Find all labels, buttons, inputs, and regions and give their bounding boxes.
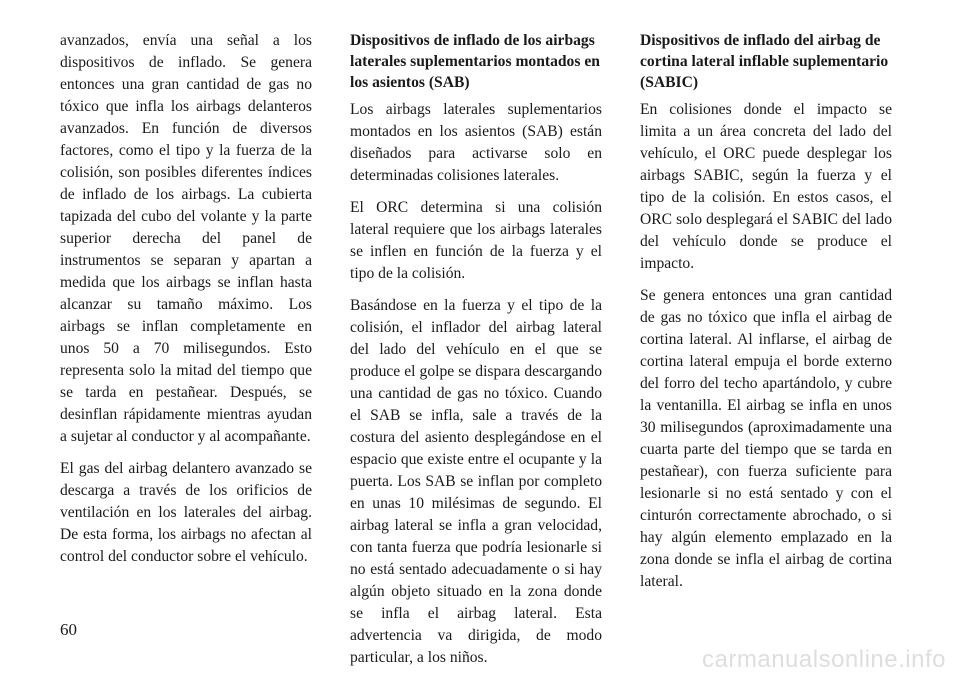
column-right	[640, 30, 892, 603]
section-heading-sab: Dispositivos de inflado de los airbags laterales suplementarios montados en los asientos (SAB)	[350, 32, 600, 91]
column-left	[60, 30, 312, 578]
watermark: carmanualsonline.info	[702, 646, 946, 673]
body-paragraph: Basándose en la fuerza y el tipo de la colisión, el inflador del airbag lateral del lado del vehículo en el que se produce el golpe se dispara descargando una cantidad de gas no tóxico. Cuando el SAB se infla, sale a través de la costura del asiento desplegándose en el espacio que existe entre el ocupante y la puerta. Los SAB se inflan por completo en unas 10 milésimas de segundo. El airbag lateral se infla a gran velocidad, con tanta fuerza que podría lesionarle si no está sentado adecuadamente o si hay algún objeto situado en la zona donde se infla el airbag lateral. Esta advertencia va dirigida, de modo particular, a los niños.	[350, 297, 602, 666]
body-paragraph: El ORC determina si una colisión lateral requiere que los airbags laterales se inflen en función de la fuerza y el tipo de la colisión.	[350, 199, 602, 282]
section-heading-sabic: Dispositivos de inflado del airbag de cortina lateral inflable suplementario (SABIC)	[640, 32, 889, 91]
body-paragraph: Se genera entonces una gran cantidad de gas no tóxico que infla el airbag de cortina lateral. Al inflarse, el airbag de cortina lateral empuja el borde externo del forro del techo apartándolo, y cubre la ventanilla. El airbag se infla en unos 30 milisegundos (aproximadamente una cuarta parte del tiempo que se tarda en pestañear), con fuerza suficiente para lesionarle si no está sentado y con el cinturón correctamente abrochado, o si hay algún elemento emplazado en la zona donde se infla el airbag de cortina lateral.	[640, 287, 892, 590]
page-number: 60	[60, 620, 77, 639]
body-paragraph: El gas del airbag delantero avanzado se descarga a través de los orificios de ventilación en los laterales del airbag. De esta forma, los airbags no afectan al control del conductor sobre el vehículo.	[60, 460, 312, 565]
body-paragraph: En colisiones donde el impacto se limita a un área concreta del lado del vehículo, el ORC puede desplegar los airbags SABIC, según la fuerza y el tipo de la colisión. En estos casos, el ORC solo desplegará el SABIC del lado del vehículo donde se produce el impacto.	[640, 101, 892, 272]
column-middle	[350, 30, 602, 679]
body-paragraph: avanzados, envía una señal a los dispositivos de inflado. Se genera entonces una gran cantidad de gas no tóxico que infla los airbags delanteros avanzados. En función de diversos factores, como el tipo y la fuerza de la colisión, son posibles diferentes índices de inflado de los airbags. La cubierta tapizada del cubo del volante y la parte superior derecha del panel de instrumentos se separan y apartan a medida que los airbags se inflan hasta alcanzar su tamaño máximo. Los airbags se inflan completamente en unos 50 a 70 milisegundos. Esto representa solo la mitad del tiempo que se tarda en pestañear. Después, se desinflan rápidamente mientras ayudan a sujetar al conductor y al acompañante.	[60, 32, 312, 445]
body-paragraph: Los airbags laterales suplementarios montados en los asientos (SAB) están diseñados para activarse solo en determinadas colisiones laterales.	[350, 101, 602, 184]
